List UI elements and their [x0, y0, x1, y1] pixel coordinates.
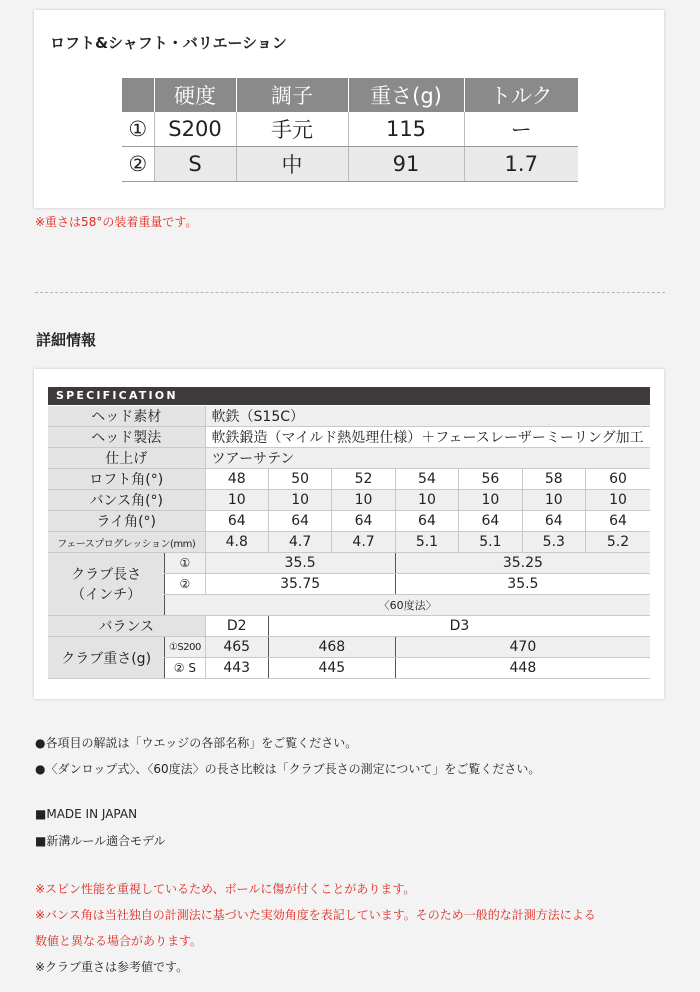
progression-value: 4.7 — [332, 532, 395, 553]
loft-value: 54 — [395, 469, 458, 490]
torque-cell: ー — [464, 112, 578, 147]
head-manufacture-label: ヘッド製法 — [48, 427, 205, 448]
lie-value: 64 — [395, 511, 458, 532]
club-length-value: 35.5 — [205, 553, 395, 574]
head-manufacture-value: 軟鉄鍛造（マイルド熱処理仕様）＋フェースレーザーミーリング加工 — [205, 427, 650, 448]
lie-value: 64 — [205, 511, 268, 532]
hardness-cell: S — [154, 147, 236, 182]
note-bullet-2: ●〈ダンロップ式〉、〈60度法〉の長さ比較は「クラブ長さの測定について」をご覧ください。 — [35, 762, 541, 776]
spin-warning: ※スピン性能を重視しているため、ボールに傷が付くことがあります。 — [35, 882, 416, 896]
progression-value: 4.8 — [205, 532, 268, 553]
made-in-japan: ■MADE IN JAPAN — [35, 807, 138, 821]
bounce-value: 10 — [522, 490, 585, 511]
club-weight-num-2: ② S — [165, 658, 205, 679]
club-length-row-1 — [48, 553, 650, 574]
header-weight: 重さ(g) — [348, 78, 464, 112]
balance-label: バランス — [48, 616, 205, 637]
lie-value: 64 — [268, 511, 331, 532]
club-weight-row-1 — [48, 637, 650, 658]
club-weight-value: 470 — [395, 637, 650, 658]
head-material-label: ヘッド素材 — [48, 406, 205, 427]
kick-cell: 中 — [236, 147, 348, 182]
specification-card — [34, 369, 664, 699]
progression-value: 5.2 — [585, 532, 650, 553]
club-length-value: 35.25 — [395, 553, 650, 574]
bounce-value: 10 — [268, 490, 331, 511]
bounce-row — [48, 490, 650, 511]
hardness-cell: S200 — [154, 112, 236, 147]
loft-label: ロフト角(°) — [48, 469, 205, 490]
club-weight-value: 468 — [268, 637, 395, 658]
club-length-label — [48, 553, 165, 616]
balance-value: D2 — [205, 616, 268, 637]
weight-cell: 91 — [348, 147, 464, 182]
balance-row — [48, 616, 650, 637]
header-kick: 調子 — [236, 78, 348, 112]
club-weight-num-1: ①S200 — [165, 637, 205, 658]
lie-value: 64 — [459, 511, 522, 532]
club-weight-value: 445 — [268, 658, 395, 679]
club-length-value: 35.75 — [205, 574, 395, 595]
club-weight-reference: ※クラブ重さは参考値です。 — [35, 960, 189, 974]
bounce-value: 10 — [459, 490, 522, 511]
weight-note: ※重さは58°の装着重量です。 — [35, 215, 198, 229]
club-weight-label: クラブ重さ(g) — [48, 637, 165, 679]
club-length-method: 〈60度法〉 — [165, 595, 650, 616]
row-number: ① — [122, 112, 154, 147]
club-length-label-line2: （インチ） — [71, 587, 142, 603]
header-blank — [122, 78, 154, 112]
progression-value: 5.1 — [459, 532, 522, 553]
finish-value: ツアーサテン — [205, 448, 650, 469]
loft-value: 56 — [459, 469, 522, 490]
progression-value: 4.7 — [268, 532, 331, 553]
loft-value: 58 — [522, 469, 585, 490]
head-manufacture-row — [48, 427, 650, 448]
table-row — [122, 112, 578, 147]
loft-value: 50 — [268, 469, 331, 490]
weight-cell: 115 — [348, 112, 464, 147]
table-row — [122, 147, 578, 182]
club-weight-value: 465 — [205, 637, 268, 658]
row-number: ② — [122, 147, 154, 182]
section-divider — [35, 292, 665, 293]
progression-row — [48, 532, 650, 553]
club-length-value: 35.5 — [395, 574, 650, 595]
lie-value: 64 — [522, 511, 585, 532]
loft-value: 60 — [585, 469, 650, 490]
lie-row — [48, 511, 650, 532]
bounce-note-line1: ※バンス角は当社独自の計測法に基づいた実効角度を表記しています。そのため一般的な計測方法による — [35, 908, 596, 922]
note-bullet-1: ●各項目の解説は「ウエッジの各部名称」をご覧ください。 — [35, 736, 358, 750]
shaft-variation-table — [122, 78, 578, 182]
balance-value: D3 — [268, 616, 650, 637]
loft-value: 52 — [332, 469, 395, 490]
shaft-table-header — [122, 78, 578, 112]
club-length-num-1: ① — [165, 553, 205, 574]
bounce-value: 10 — [585, 490, 650, 511]
loft-shaft-card — [34, 10, 664, 208]
head-material-row — [48, 406, 650, 427]
specification-heading: SPECIFICATION — [48, 387, 650, 405]
finish-row — [48, 448, 650, 469]
progression-value: 5.1 — [395, 532, 458, 553]
progression-value: 5.3 — [522, 532, 585, 553]
bounce-value: 10 — [395, 490, 458, 511]
bounce-label: バンス角(°) — [48, 490, 205, 511]
detail-title: 詳細情報 — [36, 331, 97, 349]
lie-value: 64 — [585, 511, 650, 532]
lie-value: 64 — [332, 511, 395, 532]
bounce-note-line2: 数値と異なる場合があります。 — [35, 934, 203, 948]
loft-row — [48, 469, 650, 490]
club-weight-value: 443 — [205, 658, 268, 679]
club-length-label-line1: クラブ長さ — [71, 567, 142, 583]
torque-cell: 1.7 — [464, 147, 578, 182]
specification-table — [48, 406, 650, 679]
header-hardness: 硬度 — [154, 78, 236, 112]
club-length-num-2: ② — [165, 574, 205, 595]
kick-cell: 手元 — [236, 112, 348, 147]
progression-label: フェースプログレッション(mm) — [48, 532, 205, 553]
bounce-value: 10 — [205, 490, 268, 511]
lie-label: ライ角(°) — [48, 511, 205, 532]
loft-shaft-title: ロフト&シャフト・バリエーション — [50, 34, 287, 52]
head-material-value: 軟鉄（S15C） — [205, 406, 650, 427]
groove-rule-note: ■新溝ルール適合モデル — [35, 834, 166, 848]
finish-label: 仕上げ — [48, 448, 205, 469]
club-weight-value: 448 — [395, 658, 650, 679]
bounce-value: 10 — [332, 490, 395, 511]
header-torque: トルク — [464, 78, 578, 112]
loft-value: 48 — [205, 469, 268, 490]
